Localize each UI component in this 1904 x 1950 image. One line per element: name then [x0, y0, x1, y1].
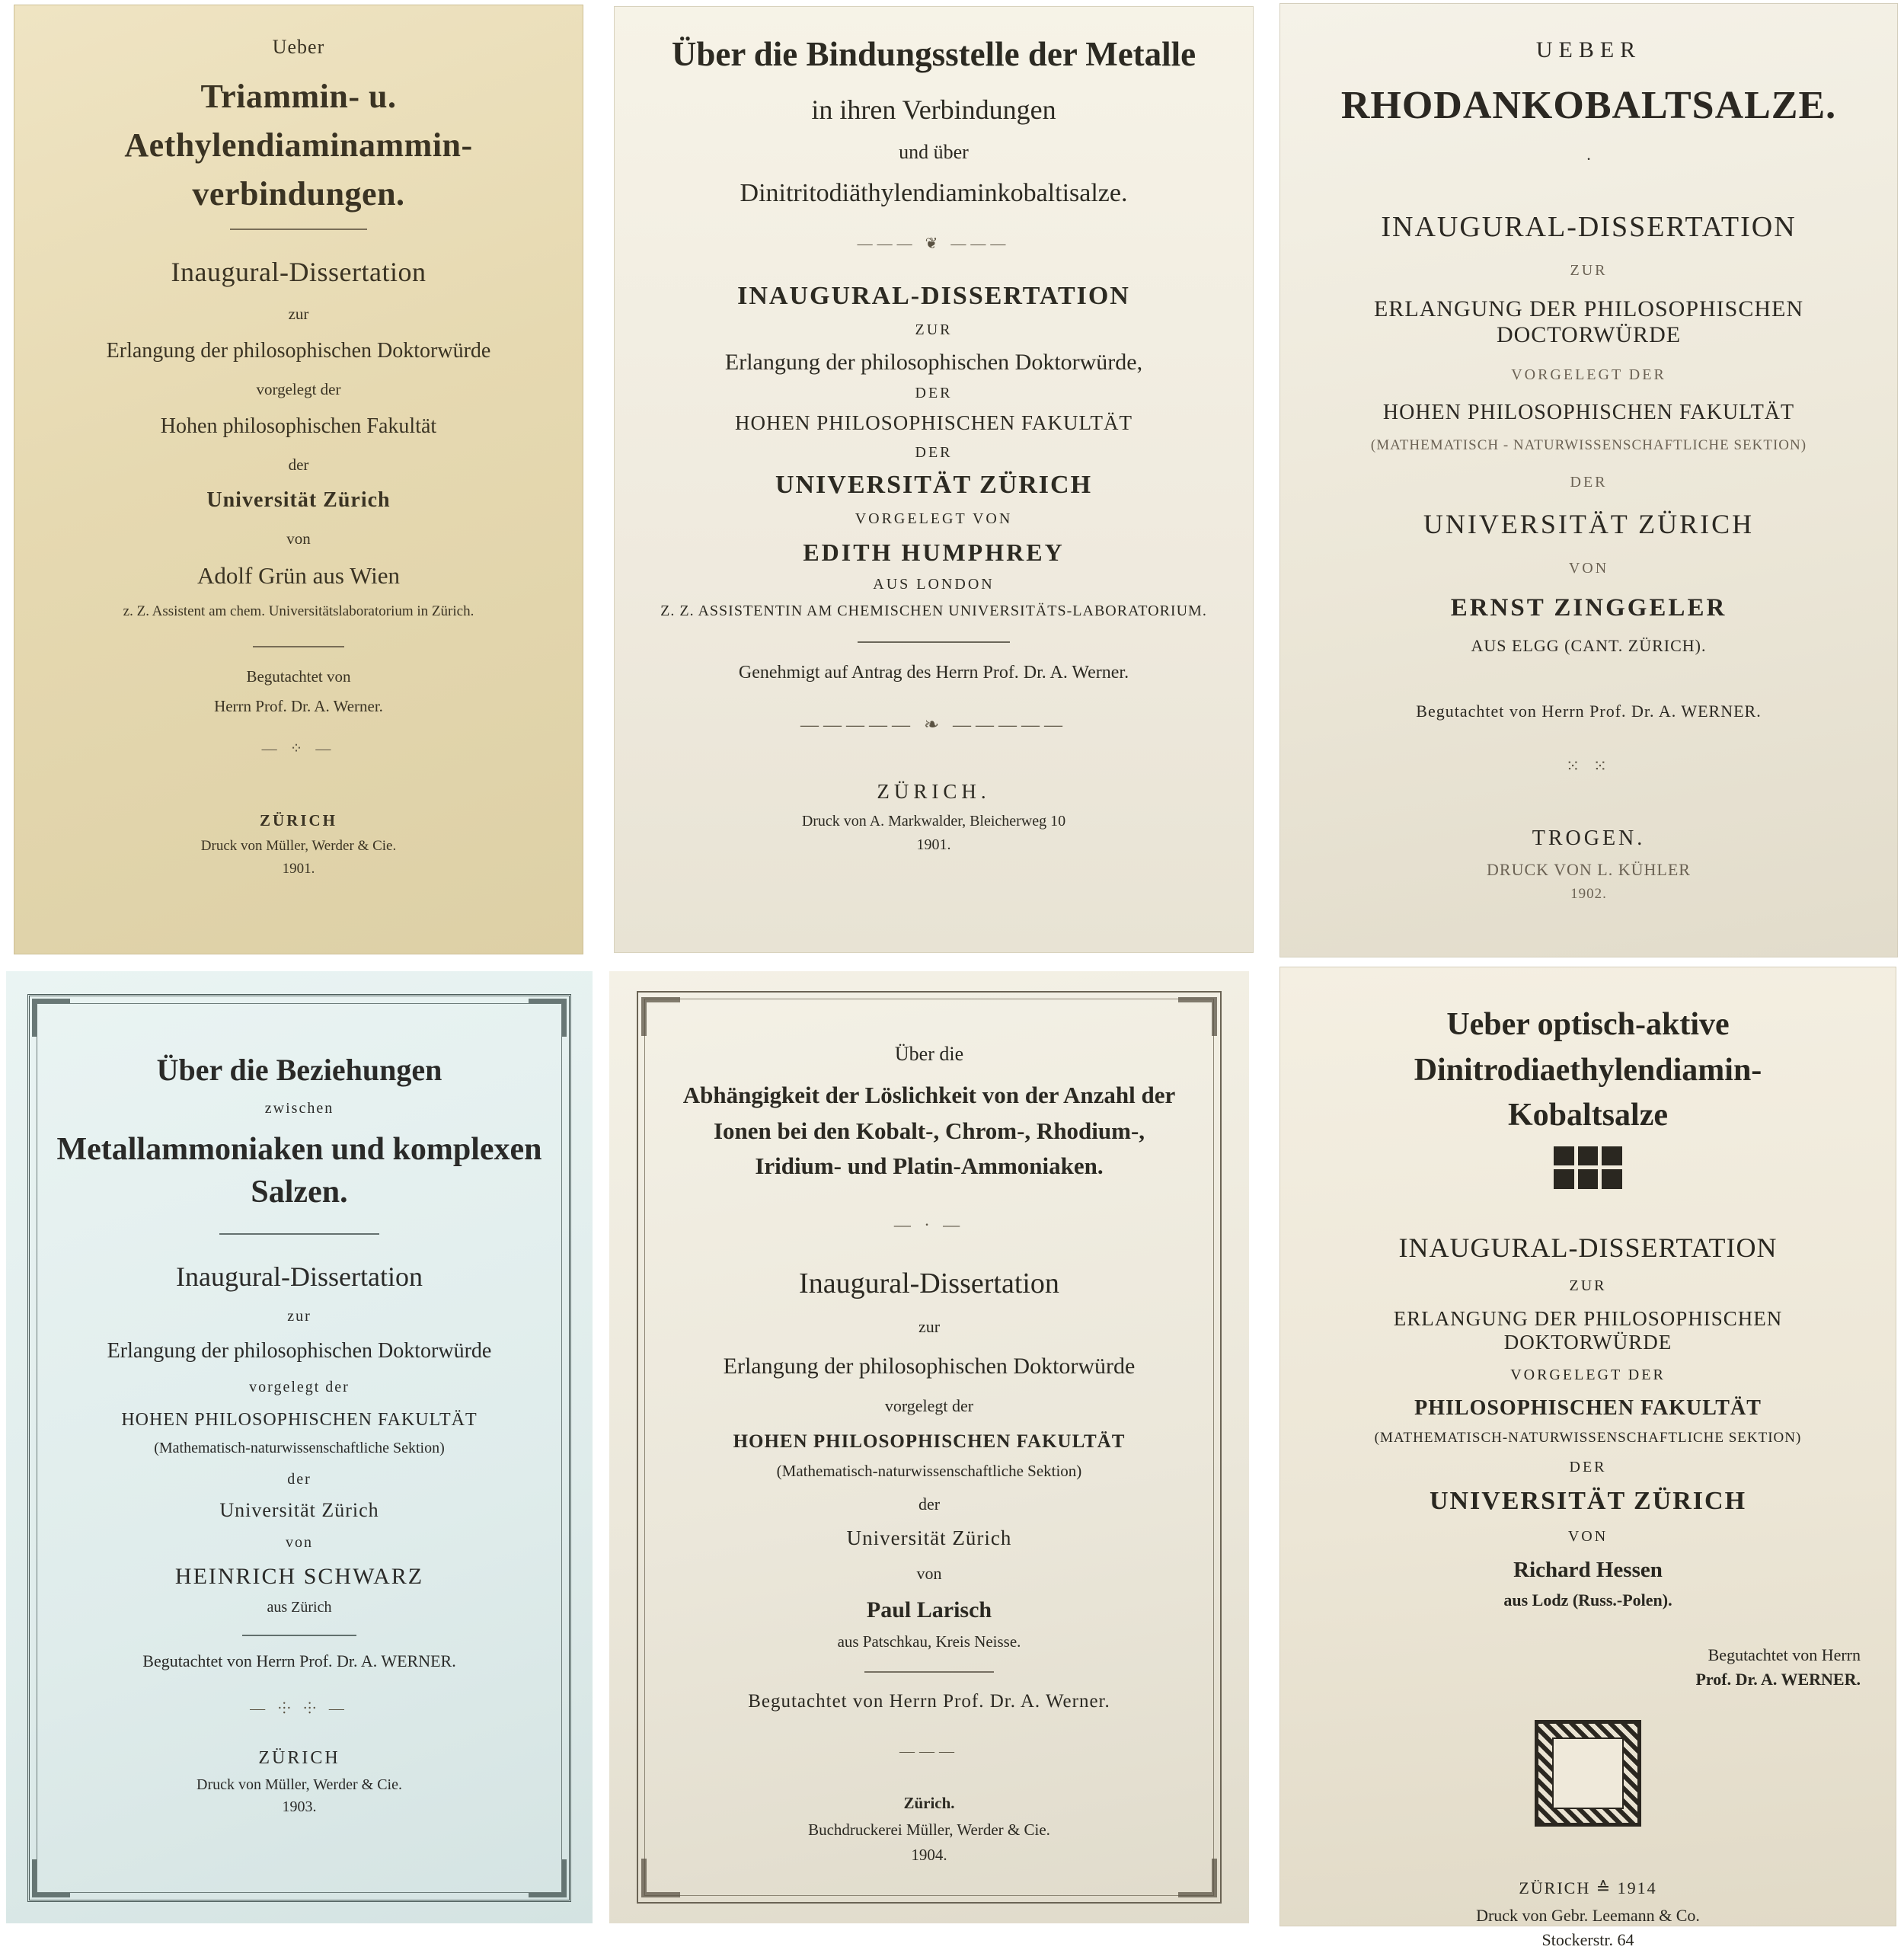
- page2-city: ZÜRICH.: [877, 780, 991, 803]
- page1-divider-1: [230, 229, 367, 230]
- publisher-emblem-icon: [1535, 1720, 1641, 1827]
- page3-referee: Begutachtet von Herrn Prof. Dr. A. WERNER.: [1416, 702, 1762, 721]
- page2-title-line1: Über die Bindungsstelle der Metalle: [671, 35, 1196, 73]
- page2-title-line3: und über: [899, 141, 969, 163]
- page3-university: UNIVERSITÄT ZÜRICH: [1423, 509, 1755, 539]
- page2-title-line4: Dinitritodiäthylendiaminkobaltisalze.: [740, 179, 1128, 207]
- page3-zur: ZUR: [1570, 262, 1608, 279]
- grid-cell-2: [602, 0, 1272, 964]
- page1-title-line1: Triammin- u. Aethylendiaminammin-: [124, 78, 473, 164]
- page3-faculty: HOHEN PHILOSOPHISCHEN FAKULTÄT: [1382, 401, 1795, 424]
- page1-city: ZÜRICH: [259, 811, 337, 830]
- page5-referee: Begutachtet von Herrn Prof. Dr. A. Werner.: [748, 1690, 1110, 1712]
- page5-title-line1: Abhängigkeit der Löslichkeit von der Anzahl der: [682, 1082, 1176, 1108]
- page5-degree: Erlangung der philosophischen Doktorwürde: [723, 1353, 1136, 1379]
- page5-author: Paul Larisch: [866, 1597, 992, 1622]
- page5-ueber: Über die: [894, 1043, 964, 1065]
- page3-author: ERNST ZINGGELER: [1450, 594, 1727, 622]
- page4-divider-2: [242, 1635, 356, 1636]
- page6-title-line1: Ueber optisch-aktive: [1446, 1007, 1730, 1042]
- page2-author-note: Z. Z. ASSISTENTIN AM CHEMISCHEN UNIVERSITÄTS-LABORATORIUM.: [660, 603, 1207, 619]
- page3-der: DER: [1570, 474, 1608, 491]
- page2-approval: Genehmigt auf Antrag des Herrn Prof. Dr. A. Werner.: [738, 663, 1129, 682]
- title-page-1: [14, 5, 583, 954]
- page3-faculty-note: (MATHEMATISCH - NATURWISSENSCHAFTLICHE SEKTION): [1370, 437, 1807, 453]
- page3-ueber: UEBER: [1535, 37, 1642, 62]
- page1-faculty: Hohen philosophischen Fakultät: [160, 414, 437, 439]
- page6-address: Stockerstr. 64: [1541, 1929, 1634, 1949]
- page4-title-line3: Salzen.: [251, 1175, 348, 1210]
- page3-city: TROGEN.: [1532, 826, 1646, 850]
- page6-faculty: PHILOSOPHISCHEN FAKULTÄT: [1414, 1395, 1762, 1420]
- page6-university: UNIVERSITÄT ZÜRICH: [1429, 1486, 1747, 1515]
- title-page-4: [6, 971, 593, 1923]
- page6-printer: Druck von Gebr. Leemann & Co.: [1476, 1905, 1700, 1925]
- page4-zwischen: zwischen: [264, 1100, 334, 1117]
- page5-divider-2: [864, 1671, 994, 1673]
- page5-der: der: [918, 1494, 941, 1514]
- page2-author: EDITH HUMPHREY: [803, 539, 1065, 566]
- page3-origin: AUS ELGG (CANT. ZÜRICH).: [1471, 636, 1707, 655]
- page5-city: Zürich.: [903, 1793, 955, 1812]
- page6-submitted: VORGELEGT DER: [1510, 1366, 1666, 1383]
- page5-divider-1: — · —: [893, 1214, 965, 1234]
- page5-ornament: ———: [899, 1742, 959, 1760]
- page1-university: Universität Zürich: [206, 488, 391, 513]
- page4-referee: Begutachtet von Herrn Prof. Dr. A. WERNER.: [142, 1651, 456, 1670]
- page2-origin: AUS LONDON: [873, 576, 995, 593]
- page3-von: VON: [1568, 560, 1609, 577]
- page3-ornament: ⁙ ⁙: [1565, 756, 1612, 775]
- page6-referee-block: [1315, 1645, 1861, 1689]
- page4-year: 1903.: [282, 1798, 317, 1815]
- title-page-3: [1279, 3, 1898, 957]
- page2-submitted: VORGELEGT VON: [855, 510, 1013, 527]
- page4-title-line1: Über die Beziehungen: [156, 1053, 442, 1087]
- page6-author: Richard Hessen: [1513, 1557, 1663, 1582]
- page1-zur: zur: [288, 305, 309, 324]
- page4-von: von: [286, 1534, 313, 1551]
- page4-ornament: — ⸭ ⸭ —: [250, 1700, 349, 1717]
- page6-faculty-note: (MATHEMATISCH-NATURWISSENSCHAFTLICHE SEKTION): [1374, 1429, 1802, 1446]
- page5-content: [663, 1014, 1196, 1881]
- grid-cell-5: [602, 964, 1272, 1933]
- page2-divider-1: ——— ❦ ———: [857, 235, 1011, 252]
- page1-dissertation: Inaugural-Dissertation: [171, 257, 426, 288]
- page2-printer: Druck von A. Markwalder, Bleicherweg 10: [801, 813, 1066, 830]
- page2-ornament: ————— ❧ —————: [800, 715, 1068, 735]
- page4-divider-1: [219, 1233, 379, 1235]
- page1-referee-intro: Begutachtet von: [246, 667, 351, 686]
- page2-degree: Erlangung der philosophischen Doktorwürde,: [724, 350, 1143, 375]
- page1-submitted: vorgelegt der: [256, 380, 341, 399]
- page1-title-line2: verbindungen.: [192, 174, 405, 213]
- page5-zur: zur: [918, 1316, 941, 1336]
- page5-faculty-note: (Mathematisch-naturwissenschaftliche Sektion): [776, 1461, 1082, 1480]
- page6-title-line2: Dinitrodiaethylendiamin-: [1414, 1052, 1762, 1088]
- page4-faculty-note: (Mathematisch-naturwissenschaftliche Sektion): [154, 1440, 445, 1456]
- page2-zur: ZUR: [915, 321, 953, 338]
- page5-faculty: HOHEN PHILOSOPHISCHEN FAKULTÄT: [733, 1431, 1126, 1452]
- page5-von: von: [916, 1563, 942, 1583]
- page2-title-line2: in ihren Verbindungen: [811, 94, 1056, 125]
- title-page-2: [614, 6, 1254, 953]
- page3-year: 1902.: [1570, 886, 1607, 902]
- page1-ueber: Ueber: [272, 36, 325, 58]
- page1-year: 1901.: [282, 861, 315, 878]
- page4-author: HEINRICH SCHWARZ: [174, 1564, 424, 1589]
- page4-dissertation: Inaugural-Dissertation: [176, 1261, 423, 1292]
- page3-divider-dot: ·: [1586, 149, 1592, 168]
- page6-origin: aus Lodz (Russ.-Polen).: [1503, 1590, 1672, 1610]
- page1-der: der: [288, 456, 309, 475]
- page6-referee: Prof. Dr. A. WERNER.: [1695, 1669, 1861, 1689]
- page4-printer: Druck von Müller, Werder & Cie.: [196, 1776, 402, 1793]
- grid-cell-3: [1272, 0, 1904, 964]
- page2-university: UNIVERSITÄT ZÜRICH: [775, 471, 1093, 499]
- page6-referee-intro: Begutachtet von Herrn: [1708, 1645, 1861, 1664]
- page5-origin: aus Patschkau, Kreis Neisse.: [837, 1632, 1021, 1651]
- page3-title: RHODANKOBALTSALZE.: [1340, 84, 1837, 127]
- page5-dissertation: Inaugural-Dissertation: [799, 1267, 1059, 1299]
- page6-von: VON: [1567, 1527, 1608, 1545]
- page1-author: Adolf Grün aus Wien: [197, 562, 400, 590]
- page6-title-line3: Kobaltsalze: [1508, 1098, 1668, 1133]
- page1-von: von: [286, 529, 311, 548]
- page6-dissertation: INAUGURAL-DISSERTATION: [1398, 1232, 1778, 1263]
- page4-submitted: vorgelegt der: [249, 1379, 350, 1395]
- page4-degree: Erlangung der philosophischen Doktorwürde: [107, 1339, 492, 1363]
- page2-faculty: HOHEN PHILOSOPHISCHEN FAKULTÄT: [734, 411, 1133, 434]
- page3-submitted: VORGELEGT DER: [1511, 366, 1666, 383]
- grid-cell-4: [0, 964, 602, 1933]
- page4-faculty: HOHEN PHILOSOPHISCHEN FAKULTÄT: [121, 1410, 478, 1430]
- page1-ornament: — ⁘ —: [261, 740, 336, 758]
- title-page-5: [609, 971, 1249, 1923]
- page4-title-line2: Metallammoniaken und komplexen: [56, 1132, 542, 1167]
- page2-year: 1901.: [916, 836, 951, 853]
- page5-university: Universität Zürich: [846, 1526, 1012, 1549]
- grid-cell-1: [0, 0, 602, 964]
- page4-city: ZÜRICH: [258, 1748, 340, 1768]
- page2-der-1: DER: [915, 385, 953, 401]
- page1-degree: Erlangung der philosophischen Doktorwürde: [106, 339, 491, 363]
- page6-degree: ERLANGUNG DER PHILOSOPHISCHEN DOKTORWÜRDE: [1393, 1306, 1783, 1354]
- page5-printer: Buchdruckerei Müller, Werder & Cie.: [808, 1820, 1050, 1839]
- page4-der: der: [287, 1471, 311, 1488]
- page3-dissertation: INAUGURAL-DISSERTATION: [1381, 211, 1797, 243]
- page1-printer: Druck von Müller, Werder & Cie.: [200, 838, 397, 855]
- page3-printer: DRUCK VON L. KÜHLER: [1487, 860, 1691, 879]
- page1-referee: Herrn Prof. Dr. A. Werner.: [214, 697, 383, 716]
- page4-content: [49, 1025, 550, 1884]
- page2-der-2: DER: [915, 444, 953, 461]
- page6-der: DER: [1569, 1458, 1607, 1475]
- page4-zur: zur: [287, 1308, 311, 1325]
- page3-degree: ERLANGUNG DER PHILOSOPHISCHEN DOCTORWÜRDE: [1373, 296, 1804, 347]
- page5-title-line3: Iridium- und Platin-Ammoniaken.: [755, 1152, 1104, 1179]
- page5-submitted: vorgelegt der: [884, 1395, 974, 1415]
- title-page-6: [1279, 967, 1896, 1949]
- page5-title-line2: Ionen bei den Kobalt-, Chrom-, Rhodium-,: [713, 1117, 1145, 1144]
- page6-city: ZÜRICH ≙ 1914: [1519, 1878, 1657, 1897]
- page4-university: Universität Zürich: [219, 1499, 379, 1521]
- page5-year: 1904.: [911, 1845, 947, 1864]
- decorative-ornament-icon: [1554, 1146, 1622, 1189]
- page4-origin: aus Zürich: [267, 1599, 332, 1616]
- page6-zur: ZUR: [1569, 1277, 1607, 1294]
- page1-author-note: z. Z. Assistent am chem. Universitätslaboratorium in Zürich.: [123, 603, 474, 620]
- page2-dissertation: INAUGURAL-DISSERTATION: [737, 282, 1130, 310]
- page1-divider-2: [253, 646, 344, 647]
- grid-cell-6: [1272, 964, 1904, 1949]
- page2-divider-2: [858, 641, 1010, 643]
